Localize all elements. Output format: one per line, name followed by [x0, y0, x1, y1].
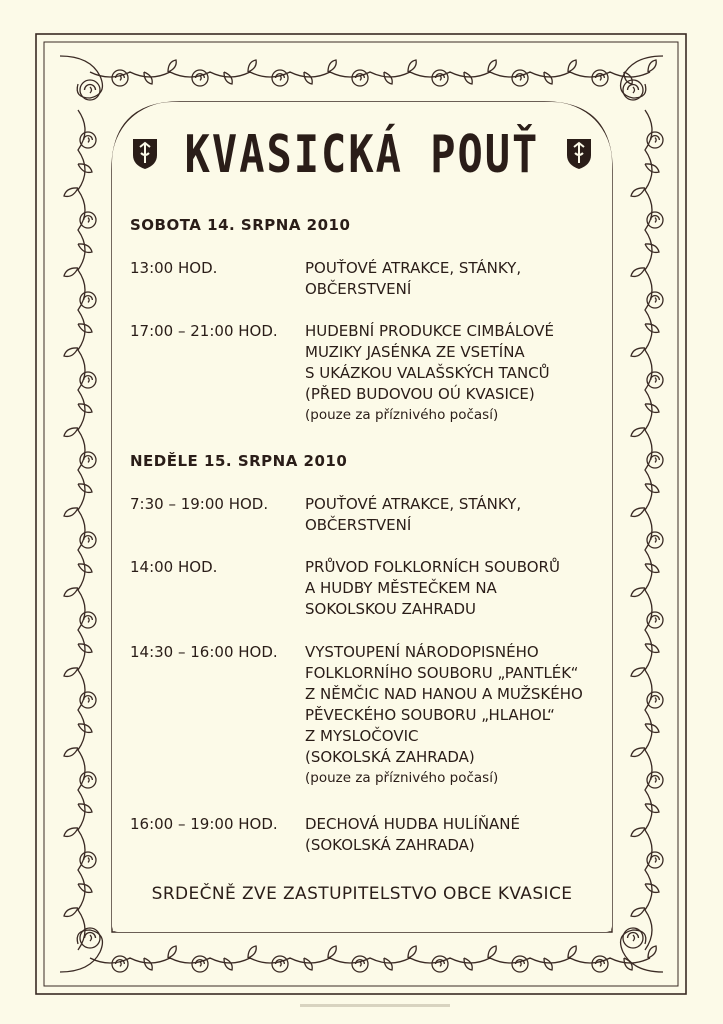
event-item — [130, 258, 610, 300]
event-line: VYSTOUPENÍ NÁRODOPISNÉHO — [305, 643, 539, 661]
event-line: OBČERSTVENÍ — [305, 280, 412, 298]
event-item — [130, 494, 610, 536]
poster-title: KVASICKÁ POUŤ — [184, 124, 540, 184]
event-item — [130, 814, 610, 856]
event-time: 13:00 HOD. — [130, 259, 218, 277]
event-line: S UKÁZKOU VALAŠSKÝCH TANCŮ — [305, 364, 550, 382]
scan-artifact — [300, 1004, 450, 1007]
event-description — [305, 258, 610, 300]
event-item — [130, 642, 610, 789]
event-line: (SOKOLSKÁ ZAHRADA) — [305, 748, 475, 766]
town-crest-icon — [565, 137, 593, 171]
title-row — [120, 118, 604, 190]
event-line: POUŤOVÉ ATRAKCE, STÁNKY, — [305, 495, 522, 513]
event-note: (pouze za příznivého počasí) — [305, 770, 499, 786]
event-description — [305, 321, 610, 426]
event-line: (PŘED BUDOVOU OÚ KVASICE) — [305, 385, 535, 403]
event-line: Z NĚMČIC NAD HANOU A MUŽSKÉHO — [305, 685, 583, 703]
event-line: A HUDBY MĚSTEČKEM NA — [305, 579, 497, 597]
day-heading-sunday: NEDĚLE 15. SRPNA 2010 — [130, 452, 348, 470]
event-time: 7:30 – 19:00 HOD. — [130, 495, 269, 513]
event-line: POUŤOVÉ ATRAKCE, STÁNKY, — [305, 259, 522, 277]
event-item — [130, 321, 610, 426]
event-line: FOLKLORNÍHO SOUBORU „PANTLÉK“ — [305, 664, 579, 682]
event-time: 14:00 HOD. — [130, 558, 218, 576]
event-item — [130, 557, 610, 620]
event-line: Z MYSLOČOVIC — [305, 727, 419, 745]
event-description — [305, 494, 610, 536]
event-time: 16:00 – 19:00 HOD. — [130, 815, 278, 833]
event-line: DECHOVÁ HUDBA HULÍŇANÉ — [305, 815, 521, 833]
town-crest-icon — [131, 137, 159, 171]
event-line: HUDEBNÍ PRODUKCE CIMBÁLOVÉ — [305, 322, 555, 340]
invitation-footer: SRDEČNĚ ZVE ZASTUPITELSTVO OBCE KVASICE — [151, 884, 573, 904]
event-line: SOKOLSKOU ZAHRADU — [305, 600, 477, 618]
event-line: MUZIKY JASÉNKA ZE VSETÍNA — [305, 343, 525, 361]
day-heading-saturday: SOBOTA 14. SRPNA 2010 — [130, 216, 351, 234]
event-line: PĚVECKÉHO SOUBORU „HLAHOL“ — [305, 706, 555, 724]
event-time: 14:30 – 16:00 HOD. — [130, 643, 278, 661]
event-line: OBČERSTVENÍ — [305, 516, 412, 534]
event-description — [305, 642, 610, 789]
event-description — [305, 814, 610, 856]
event-note: (pouze za příznivého počasí) — [305, 407, 499, 423]
event-description — [305, 557, 610, 620]
event-line: PRŮVOD FOLKLORNÍCH SOUBORŮ — [305, 558, 560, 576]
event-line: (SOKOLSKÁ ZAHRADA) — [305, 836, 475, 854]
event-time: 17:00 – 21:00 HOD. — [130, 322, 278, 340]
